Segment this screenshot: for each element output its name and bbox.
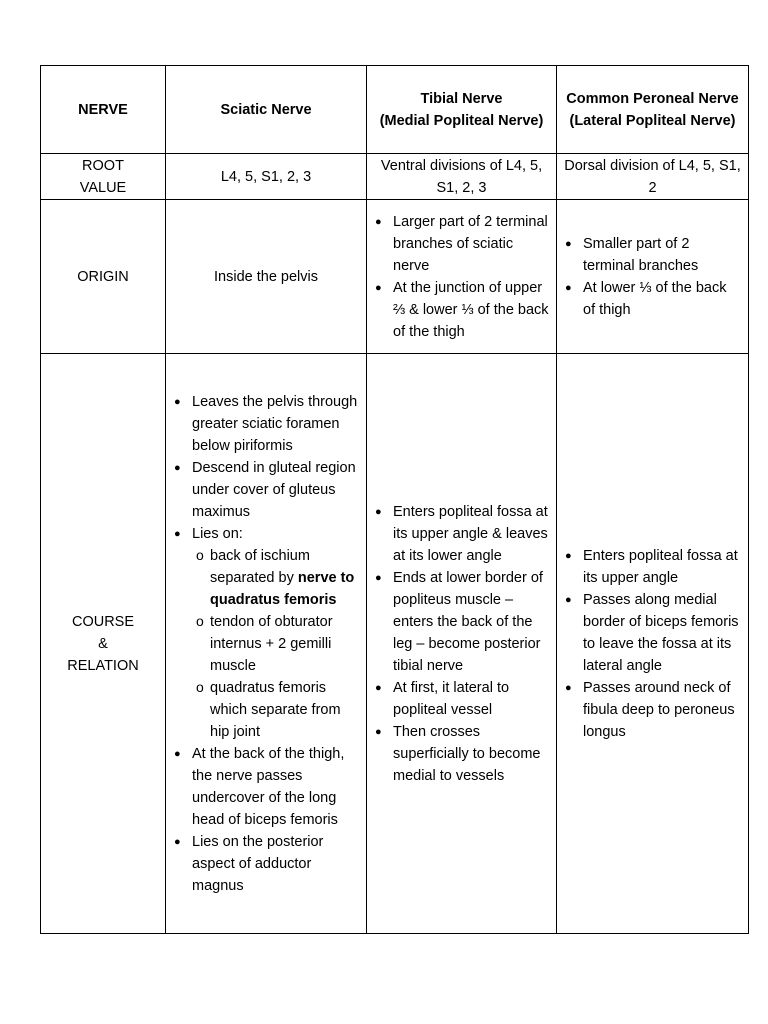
list-item: ● Leaves the pelvis through greater sciatic foramen below piriformis <box>192 391 360 457</box>
root-value-sciatic: L4, 5, S1, 2, 3 <box>166 154 367 200</box>
header-row <box>41 66 749 154</box>
list-item: ● At the back of the thigh, the nerve passes undercover of the long head of biceps femoris <box>192 743 360 831</box>
origin-peroneal <box>557 200 749 354</box>
root-value-peroneal: Dorsal division of L4, 5, S1, 2 <box>557 154 749 200</box>
course-sciatic <box>166 354 367 934</box>
list-item: ● At lower ⅓ of the back of thigh <box>583 277 742 321</box>
header-tibial <box>367 66 557 154</box>
list-item: ● At the junction of upper ⅔ & lower ⅓ of the back of the thigh <box>393 277 550 343</box>
header-peroneal-alt: (Lateral Popliteal Nerve) <box>569 112 736 129</box>
root-value-label: ROOT VALUE <box>41 154 166 200</box>
sub-list-item: o back of ischium separated by nerve to quadratus femoris <box>210 545 360 611</box>
list-item: ● Larger part of 2 terminal branches of sciatic nerve <box>393 211 550 277</box>
origin-label: ORIGIN <box>41 200 166 354</box>
course-tibial <box>367 354 557 934</box>
header-sciatic: Sciatic Nerve <box>166 66 367 154</box>
course-label: COURSE & RELATION <box>41 354 166 934</box>
header-peroneal-name: Common Peroneal Nerve <box>566 90 739 107</box>
list-item: ● Enters popliteal fossa at its upper angle & leaves at its lower angle <box>393 501 550 567</box>
header-peroneal <box>557 66 749 154</box>
list-item: ● Passes along medial border of biceps femoris to leave the fossa at its lateral angle <box>583 589 742 677</box>
nerve-comparison-table <box>40 65 749 934</box>
header-tibial-alt: (Medial Popliteal Nerve) <box>379 112 544 129</box>
sub-list-item: o tendon of obturator internus + 2 gemilli muscle <box>210 611 360 677</box>
origin-row <box>41 200 749 354</box>
root-value-row <box>41 154 749 200</box>
list-item: ● At first, it lateral to popliteal vessel <box>393 677 550 721</box>
list-item: ● Lies on the posterior aspect of adductor magnus <box>192 831 360 897</box>
header-nerve: NERVE <box>41 66 166 154</box>
root-value-tibial: Ventral divisions of L4, 5, S1, 2, 3 <box>367 154 557 200</box>
list-item: ● Smaller part of 2 terminal branches <box>583 233 742 277</box>
list-item: ● Descend in gluteal region under cover of gluteus maximus <box>192 457 360 523</box>
list-item: ● Then crosses superficially to become medial to vessels <box>393 721 550 787</box>
course-peroneal <box>557 354 749 934</box>
list-item: ● Passes around neck of fibula deep to peroneus longus <box>583 677 742 743</box>
list-item: ● Lies on: o back of ischium separated by nerve to quadratus femoris o tendon of obturator internus + 2 gemilli muscle o quadratus femoris which separate from hip joint <box>192 523 360 743</box>
list-item: ● Enters popliteal fossa at its upper angle <box>583 545 742 589</box>
header-tibial-name: Tibial Nerve <box>420 90 503 107</box>
sub-list-item: o quadratus femoris which separate from hip joint <box>210 677 360 743</box>
course-row <box>41 354 749 934</box>
origin-sciatic: Inside the pelvis <box>166 200 367 354</box>
list-item: ● Ends at lower border of popliteus muscle – enters the back of the leg – become posterior tibial nerve <box>393 567 550 677</box>
origin-tibial <box>367 200 557 354</box>
